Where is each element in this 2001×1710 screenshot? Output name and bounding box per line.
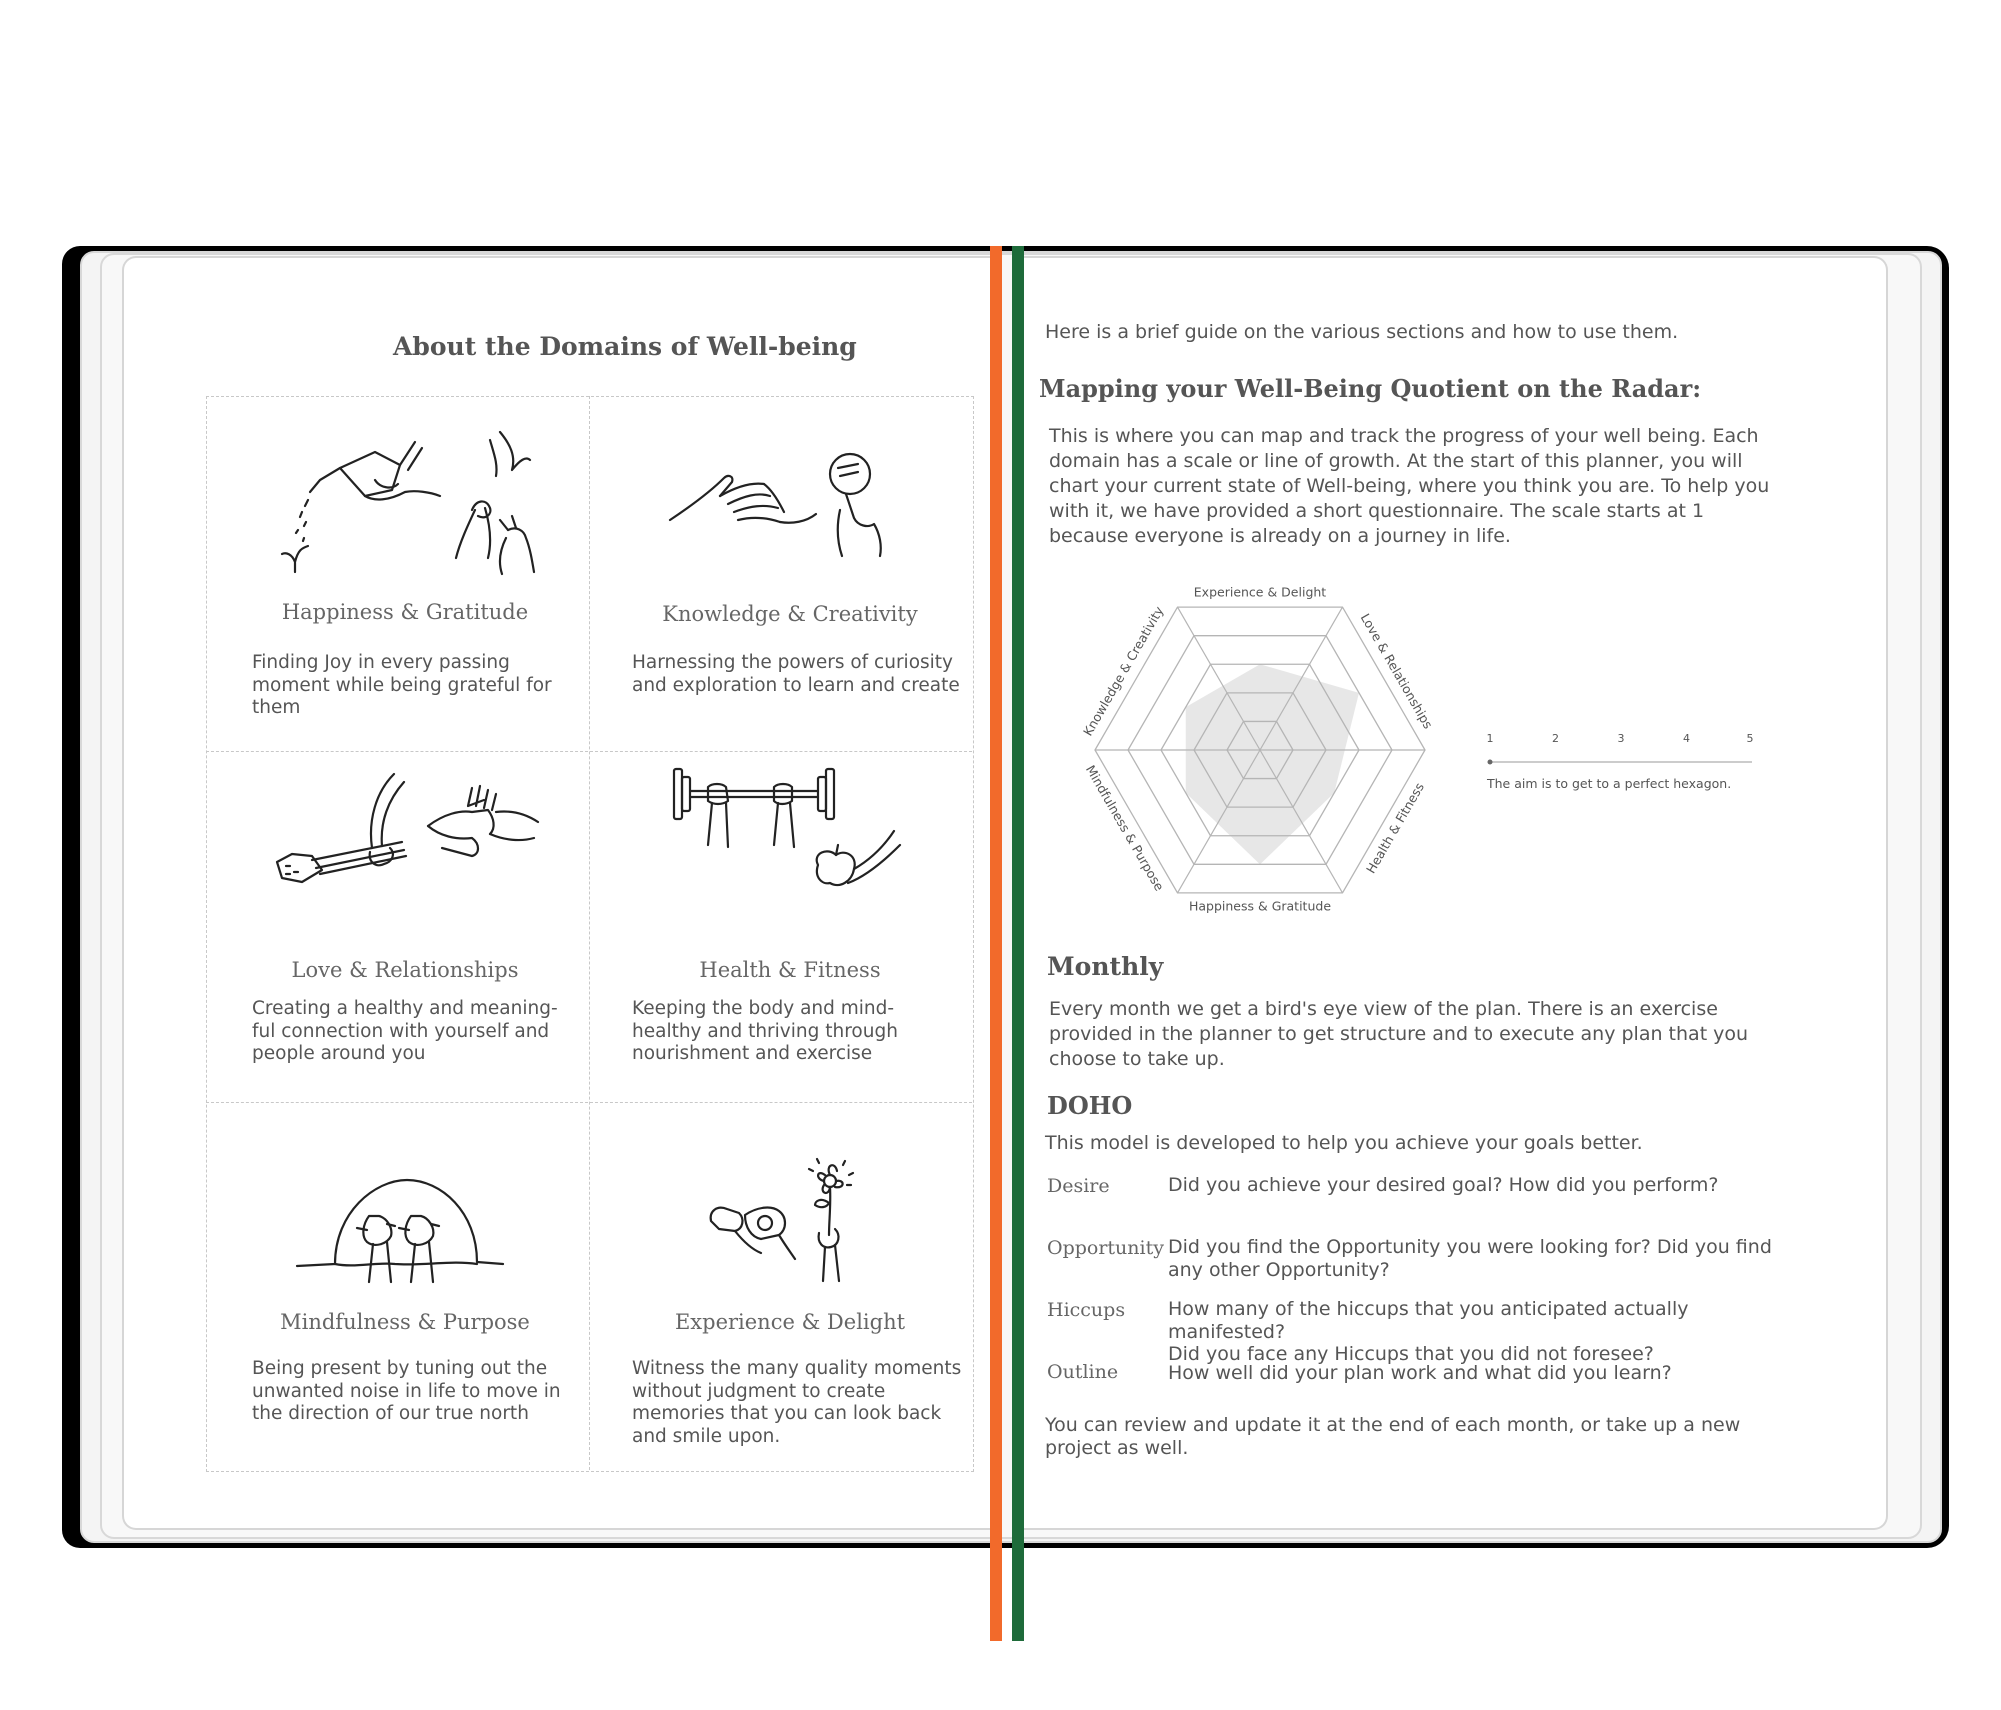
well-being-radar-chart — [1060, 570, 1460, 930]
monthly-paragraph-line: choose to take up. — [1049, 1048, 1225, 1070]
bookmark-ribbon-orange — [990, 246, 1002, 1641]
doho-intro: This model is developed to help you achieve your goals better. — [1045, 1132, 1643, 1154]
closing-line: project as well. — [1045, 1437, 1189, 1459]
domain-desc-experience: Witness the many quality moments without judgment to create memories that you can look back and smile upon. — [632, 1358, 962, 1447]
doho-value-line: any other Opportunity? — [1168, 1258, 1390, 1281]
doho-value-line: Did you face any Hiccups that you did not foresee? — [1168, 1343, 1654, 1365]
guitar-holding-hands-icon — [272, 770, 552, 900]
scale-tick-label: 2 — [1552, 732, 1559, 745]
guide-intro: Here is a brief guide on the various sections and how to use them. — [1045, 321, 1679, 343]
doho-key-desire: Desire — [1047, 1175, 1110, 1197]
scale-tick-label: 1 — [1486, 732, 1494, 745]
doho-value-line: How well did your plan work and what did you learn? — [1168, 1362, 1672, 1384]
radar-axis-label: Knowledge & Creativity — [1080, 603, 1167, 739]
doho-key-opportunity: Opportunity — [1047, 1237, 1164, 1259]
scale-caption: The aim is to get to a perfect hexagon. — [1487, 776, 1732, 791]
radar-axis-label: Happiness & Gratitude — [1188, 898, 1332, 914]
doho-key-hiccups: Hiccups — [1047, 1299, 1126, 1321]
grid-divider-row-2 — [206, 1102, 972, 1103]
radar-axis-label: Mindfulness & Purpose — [1082, 762, 1168, 894]
radar-heading: Mapping your Well-Being Quotient on the Radar: — [1039, 374, 1702, 403]
closing-line: You can review and update it at the end of each month, or take up a new — [1045, 1414, 1741, 1436]
magnifier-hands-icon — [668, 448, 908, 558]
scale-tick-label: 3 — [1617, 732, 1625, 745]
radar-paragraph-line: domain has a scale or line of growth. At the start of this planner, you will — [1049, 450, 1743, 472]
scale-tick-label: 5 — [1746, 732, 1754, 745]
domain-title-knowledge: Knowledge & Creativity — [662, 602, 918, 626]
meditation-sunrise-icon — [295, 1172, 515, 1292]
domain-desc-love: Creating a healthy and meaning-ful connection with yourself and people around you — [252, 998, 558, 1064]
radar-paragraph — [1049, 424, 1769, 549]
watering-plant-hands-icon — [280, 430, 550, 580]
domain-title-love: Love & Relationships — [291, 958, 519, 982]
monthly-paragraph — [1049, 997, 1748, 1072]
radar-paragraph-line: chart your current state of Well-being, where you think you are. To help you — [1049, 475, 1770, 497]
radar-axis-label: Love & Relationships — [1357, 610, 1436, 732]
monthly-paragraph-line: Every month we get a bird's eye view of the plan. There is an exercise — [1049, 998, 1718, 1020]
domain-desc-happiness: Finding Joy in every passing moment while being grateful for them — [252, 652, 552, 718]
doho-value-line: Did you achieve your desired goal? How did you perform? — [1168, 1174, 1719, 1196]
domain-desc-health: Keeping the body and mind-healthy and thriving through nourishment and exercise — [632, 998, 898, 1064]
doho-value-outline — [1168, 1362, 1808, 1385]
closing-paragraph — [1045, 1414, 1740, 1460]
scale-start-dot — [1488, 760, 1493, 765]
domain-title-mindfulness: Mindfulness & Purpose — [280, 1310, 530, 1334]
radar-paragraph-line: This is where you can map and track the progress of your well being. Each — [1049, 425, 1759, 447]
monthly-paragraph-line: provided in the planner to get structure and to execute any plan that you — [1049, 1023, 1749, 1045]
grid-divider-vertical — [589, 396, 590, 1470]
doho-value-line: Did you find the Opportunity you were looking for? Did you find — [1168, 1236, 1772, 1258]
left-page-title: About the Domains of Well-being — [393, 332, 857, 361]
domain-desc-mindfulness: Being present by tuning out the unwanted noise in life to move in the direction of our true north — [252, 1358, 561, 1424]
barbell-apple-icon — [668, 765, 908, 905]
domain-desc-knowledge: Harnessing the powers of curiosity and exploration to learn and create — [632, 652, 960, 696]
radar-axis-label: Experience & Delight — [1193, 584, 1327, 600]
doho-value-opportunity — [1168, 1236, 1808, 1281]
grid-divider-row-1 — [206, 751, 972, 752]
doho-key-outline: Outline — [1047, 1361, 1119, 1383]
doho-value-line: How many of the hiccups that you anticipated actually manifested? — [1168, 1298, 1689, 1343]
radar-axis-label: Health & Fitness — [1363, 780, 1428, 876]
radar-paragraph-line: with it, we have provided a short questionnaire. The scale starts at 1 — [1049, 500, 1705, 522]
domain-title-experience: Experience & Delight — [674, 1310, 906, 1334]
doho-heading: DOHO — [1047, 1091, 1133, 1120]
monthly-heading: Monthly — [1047, 952, 1164, 981]
domain-title-health: Health & Fitness — [699, 958, 881, 982]
radar-paragraph-line: because everyone is already on a journey in life. — [1049, 525, 1511, 547]
doho-value-desire — [1168, 1174, 1808, 1197]
bookmark-ribbon-green — [1012, 246, 1024, 1641]
doho-value-hiccups — [1168, 1298, 1808, 1366]
domain-title-happiness: Happiness & Gratitude — [281, 600, 529, 624]
flower-camera-icon — [705, 1155, 875, 1285]
scale-tick-label: 4 — [1683, 732, 1690, 745]
